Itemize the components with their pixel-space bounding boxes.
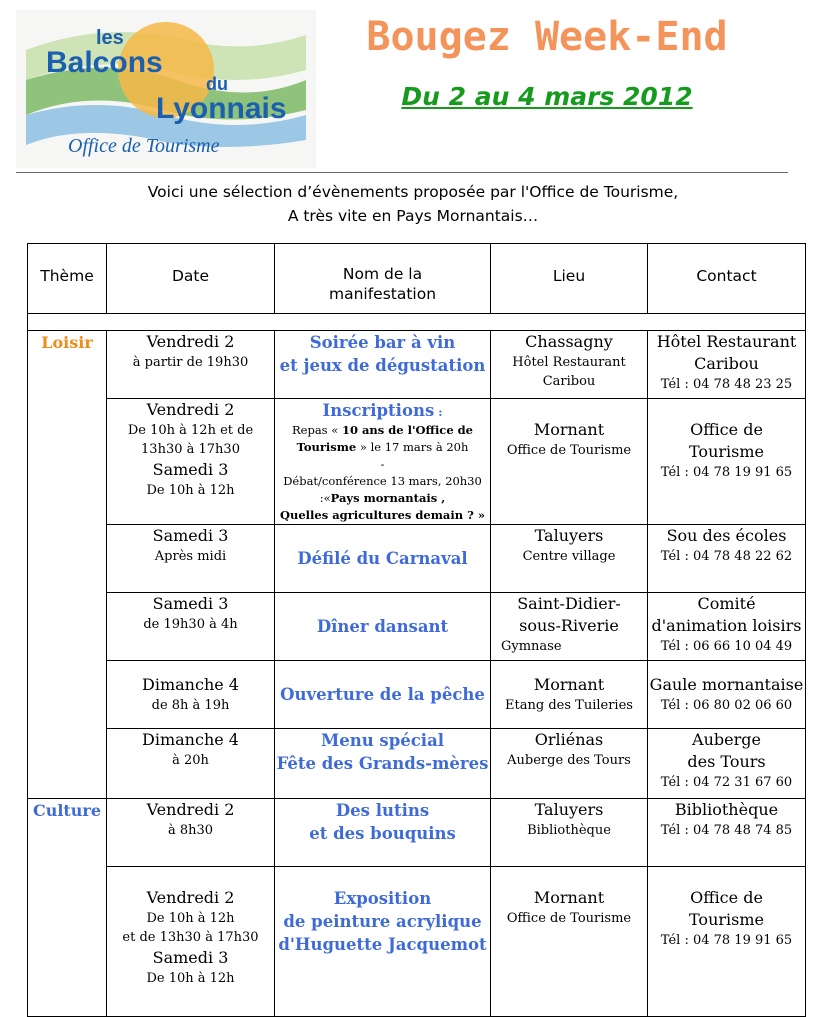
date-cell: Vendredi 2 à 8h30 <box>107 799 275 867</box>
page-subtitle-dates: Du 2 au 4 mars 2012 <box>401 82 693 111</box>
svg-text:Balcons: Balcons <box>46 46 163 79</box>
date-cell: Samedi 3 Après midi <box>107 525 275 593</box>
divider <box>16 172 788 173</box>
col-name: Nom de la manifestation <box>275 244 491 314</box>
contact-cell: Sou des écoles Tél : 04 78 48 22 62 <box>648 525 806 593</box>
svg-text:du: du <box>206 74 228 94</box>
table-row <box>28 331 806 399</box>
theme-culture: Culture <box>28 799 107 1017</box>
svg-text:les: les <box>96 27 124 49</box>
place-cell: Mornant Office de Tourisme <box>491 399 648 525</box>
event-name-cell: Soirée bar à vin et jeux de dégustation <box>275 331 491 399</box>
date-cell: Dimanche 4 à 20h <box>107 729 275 799</box>
table-row <box>28 525 806 593</box>
date-cell: Dimanche 4 de 8h à 19h <box>107 661 275 729</box>
table-row <box>28 799 806 867</box>
event-name-cell: Exposition de peinture acrylique d'Huguette Jacquemot <box>275 867 491 1017</box>
event-name-cell: Ouverture de la pêche <box>275 661 491 729</box>
date-cell: Samedi 3 de 19h30 à 4h <box>107 593 275 661</box>
col-theme: Thème <box>28 244 107 314</box>
col-date: Date <box>107 244 275 314</box>
place-cell: Orliénas Auberge des Tours <box>491 729 648 799</box>
office-de-tourisme-logo <box>16 10 316 168</box>
intro-line-2: A très vite en Pays Mornantais… <box>287 207 539 225</box>
place-cell: Chassagny Hôtel Restaurant Caribou <box>491 331 648 399</box>
contact-cell: Gaule mornantaise Tél : 06 80 02 06 60 <box>648 661 806 729</box>
event-name-cell: Des lutins et des bouquins <box>275 799 491 867</box>
svg-text:Office de Tourisme: Office de Tourisme <box>68 135 220 157</box>
page-title: Bougez Week-End <box>366 14 728 60</box>
table-row <box>28 399 806 525</box>
contact-cell: Auberge des Tours Tél : 04 72 31 67 60 <box>648 729 806 799</box>
col-contact: Contact <box>648 244 806 314</box>
place-cell: Taluyers Bibliothèque <box>491 799 648 867</box>
contact-cell: Hôtel Restaurant Caribou Tél : 04 78 48 23 25 <box>648 331 806 399</box>
spacer-row <box>28 314 806 331</box>
contact-cell: Office de Tourisme Tél : 04 78 19 91 65 <box>648 399 806 525</box>
place-cell: Saint-Didier- sous-Riverie Gymnase <box>491 593 648 661</box>
theme-loisir: Loisir <box>28 331 107 799</box>
events-table <box>27 243 806 1017</box>
contact-cell: Bibliothèque Tél : 04 78 48 74 85 <box>648 799 806 867</box>
intro-line-1: Voici une sélection d’évènements proposée par l'Office de Tourisme, <box>147 183 679 201</box>
table-row <box>28 867 806 1017</box>
date-cell: Vendredi 2 De 10h à 12h et de 13h30 à 17h30 Samedi 3 De 10h à 12h <box>107 399 275 525</box>
intro-text <box>0 180 826 228</box>
place-cell: Mornant Office de Tourisme <box>491 867 648 1017</box>
event-name-cell: Inscriptions : Repas « 10 ans de l'Office de Tourisme » le 17 mars à 20h - Débat/conférence 13 mars, 20h30 :«Pays mornantais , Quelles agricultures demain ? » <box>275 399 491 525</box>
date-cell: Vendredi 2 De 10h à 12h et de 13h30 à 17h30 Samedi 3 De 10h à 12h <box>107 867 275 1017</box>
col-place: Lieu <box>491 244 648 314</box>
table-row <box>28 661 806 729</box>
table-header-row <box>28 244 806 314</box>
place-cell: Mornant Etang des Tuileries <box>491 661 648 729</box>
date-cell: Vendredi 2 à partir de 19h30 <box>107 331 275 399</box>
table-row <box>28 593 806 661</box>
table-row <box>28 729 806 799</box>
event-name-cell: Menu spécial Fête des Grands-mères <box>275 729 491 799</box>
contact-cell: Office de Tourisme Tél : 04 78 19 91 65 <box>648 867 806 1017</box>
svg-text:Lyonnais: Lyonnais <box>156 92 287 125</box>
event-name-cell: Défilé du Carnaval <box>275 525 491 593</box>
contact-cell: Comité d'animation loisirs Tél : 06 66 10 04 49 <box>648 593 806 661</box>
place-cell: Taluyers Centre village <box>491 525 648 593</box>
event-name-cell: Dîner dansant <box>275 593 491 661</box>
